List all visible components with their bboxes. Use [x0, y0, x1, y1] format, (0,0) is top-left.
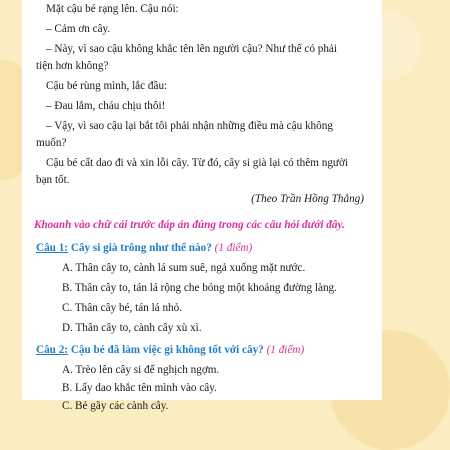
- question-points: (1 điểm): [214, 242, 253, 254]
- question-2-heading: [36, 344, 374, 357]
- story-line: – Cảm ơn cây.: [46, 23, 111, 35]
- story-line: – Đau lắm, cháu chịu thôi!: [46, 100, 166, 112]
- story-line: Cậu bé rùng mình, lắc đầu:: [46, 80, 168, 92]
- story-line: Cậu bé cất dao đi và xin lỗi cây. Từ đó, cây si già lại có thêm người: [46, 157, 349, 169]
- answer-option[interactable]: B. Lấy dao khắc tên mình vào cây.: [62, 382, 217, 394]
- answer-option[interactable]: A. Thân cây to, cành lá sum suê, ngả xuống mặt nước.: [62, 262, 306, 274]
- question-number: Câu 1:: [36, 242, 69, 254]
- question-text: Cậu bé đã làm việc gì không tốt với cây?: [70, 344, 264, 356]
- answer-option[interactable]: D. Thân cây to, cành cây xù xì.: [62, 322, 202, 334]
- story-line: – Này, vì sao cậu không khắc tên lên người cậu? Như thế có phải: [46, 43, 338, 55]
- instruction-text: Khoanh vào chữ cái trước đáp án đúng trong các câu hỏi dưới đây.: [34, 219, 345, 231]
- story-line: muốn?: [36, 137, 67, 149]
- worksheet-page: [22, 0, 382, 412]
- question-number: Câu 2:: [36, 344, 69, 356]
- question-points: (1 điểm): [266, 344, 305, 356]
- story-line: – Vậy, vì sao cậu lại bắt tôi phải nhận những điều mà cậu không: [46, 120, 333, 132]
- answer-option[interactable]: A. Trèo lên cây si để nghịch ngợm.: [62, 364, 220, 376]
- answer-option[interactable]: C. Bẻ gãy các cành cây.: [62, 400, 169, 412]
- story-line: Mặt cậu bé rạng lên. Cậu nói:: [46, 3, 179, 15]
- answer-option[interactable]: B. Thân cây to, tán lá rộng che bóng một khoảng đường làng.: [62, 282, 337, 294]
- story-line: bạn tốt.: [36, 174, 70, 186]
- question-1-heading: [36, 242, 374, 255]
- question-text: Cây si già trông như thế nào?: [70, 242, 212, 254]
- story-line: tiện hơn không?: [36, 60, 109, 72]
- answer-option[interactable]: C. Thân cây bé, tán lá nhỏ.: [62, 302, 183, 314]
- story-source: (Theo Trần Hồng Thắng): [251, 193, 364, 205]
